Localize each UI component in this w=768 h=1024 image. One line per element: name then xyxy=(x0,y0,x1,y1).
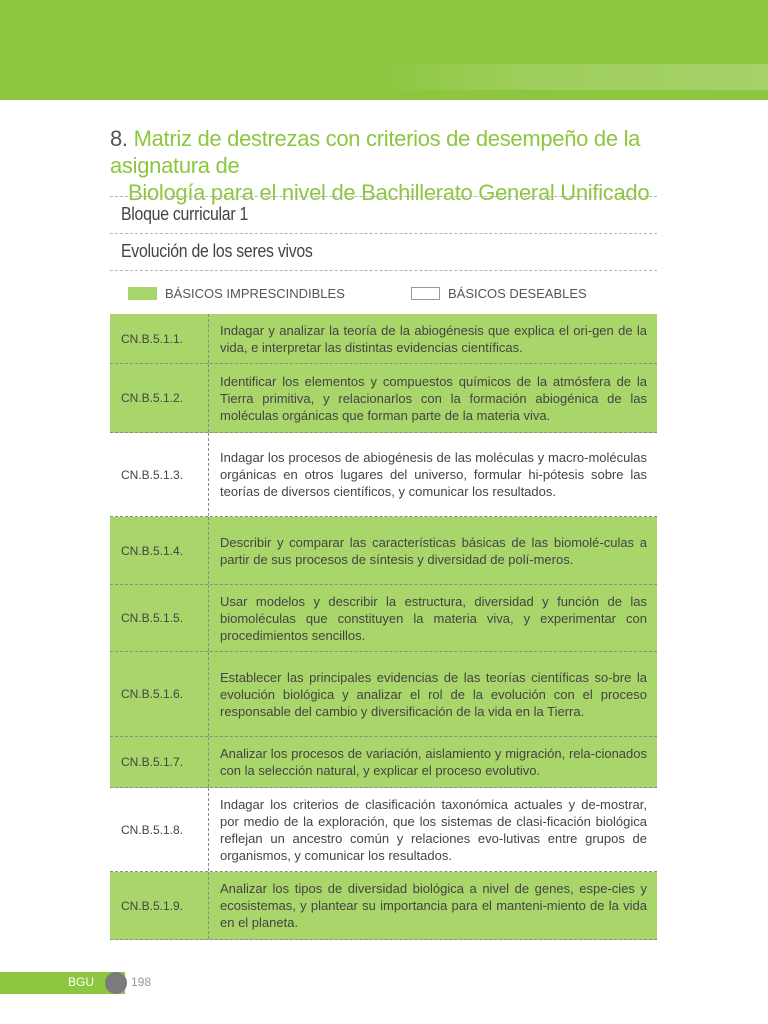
divider xyxy=(110,233,657,234)
top-banner xyxy=(0,0,768,100)
table-row xyxy=(110,788,657,872)
table-row xyxy=(110,314,657,364)
banner-stripe xyxy=(368,64,768,90)
legend-swatch-basic xyxy=(128,287,157,300)
divider xyxy=(110,196,657,197)
row-description: Establecer las principales evidencias de las teorías científicas so-bre la evolución biológica y analizar el rol de la evolución con el proceso responsable del cambio y diversificación de la vida en la Tierra. xyxy=(220,669,647,719)
bloque-label: Bloque curricular 1 xyxy=(121,204,249,224)
row-description: Indagar los criterios de clasificación taxonómica actuales y de-mostrar, por medio de la exploración, que los sistemas de clasi-ficación biológica reflejan un ancestro común y relaciones evo-lutivas entre grupos de organismos, y comunicar los resultados. xyxy=(220,796,647,863)
table-row xyxy=(110,872,657,940)
section-heading xyxy=(110,125,670,206)
table-row xyxy=(110,364,657,433)
legend-item-desired xyxy=(411,286,587,301)
section-title-line1: Matriz de destrezas con criterios de desempeño de la asignatura de xyxy=(110,126,641,178)
row-description: Usar modelos y describir la estructura, diversidad y función de las biomoléculas que constituyen la materia viva, y experimentar con procedimientos sencillos. xyxy=(220,593,647,643)
row-code: CN.B.5.1.6. xyxy=(110,652,209,736)
table-row xyxy=(110,737,657,788)
row-code: CN.B.5.1.1. xyxy=(110,314,209,363)
divider xyxy=(110,270,657,271)
table-row xyxy=(110,585,657,652)
legend-swatch-desired xyxy=(411,287,440,300)
row-description: Describir y comparar las características básicas de las biomolé-culas a partir de sus procesos de síntesis y diversidad de polí-meros. xyxy=(220,534,647,567)
row-code: CN.B.5.1.7. xyxy=(110,737,209,787)
section-title-line2: Biología para el nivel de Bachillerato General Unificado xyxy=(128,180,650,205)
legend xyxy=(128,286,587,301)
row-description: Analizar los tipos de diversidad biológica a nivel de genes, espe-cies y ecosistemas, y plantear su importancia para el manteni-miento de la vida en el planeta. xyxy=(220,881,647,930)
row-code: CN.B.5.1.2. xyxy=(110,364,209,432)
skills-table xyxy=(110,314,657,940)
legend-label-desired: BÁSICOS DESEABLES xyxy=(448,286,587,301)
row-description: Analizar los procesos de variación, aislamiento y migración, rela-cionados con la selección natural, y explicar el proceso evolutivo. xyxy=(220,746,647,778)
table-row xyxy=(110,433,657,517)
page-circle xyxy=(105,972,127,994)
table-row xyxy=(110,652,657,737)
row-description: Identificar los elementos y compuestos químicos de la atmósfera de la Tierra primitiva, y relacionarlos con la formación abiogénica de las moléculas orgánicas que forman parte de la materia viva. xyxy=(220,373,647,423)
row-code: CN.B.5.1.8. xyxy=(110,788,209,871)
page-number: 198 xyxy=(131,975,152,989)
section-number: 8. xyxy=(110,126,128,151)
row-code: CN.B.5.1.3. xyxy=(110,433,209,516)
row-code: CN.B.5.1.9. xyxy=(110,872,209,939)
row-code: CN.B.5.1.4. xyxy=(110,517,209,584)
legend-label-basic: BÁSICOS IMPRESCINDIBLES xyxy=(165,286,345,301)
table-row xyxy=(110,517,657,585)
bloque-subtitle: Evolución de los seres vivos xyxy=(121,241,313,261)
row-description: Indagar los procesos de abiogénesis de las moléculas y macro-moléculas orgánicas en otros lugares del universo, formular hi-pótesis sobre las teorías de diversos científicos, y comunicar los resultados. xyxy=(220,450,647,499)
row-code: CN.B.5.1.5. xyxy=(110,585,209,651)
footer-label: BGU xyxy=(68,975,95,989)
row-description: Indagar y analizar la teoría de la abiogénesis que explica el ori-gen de la vida, e interpretar las distintas evidencias científicas. xyxy=(220,322,647,355)
